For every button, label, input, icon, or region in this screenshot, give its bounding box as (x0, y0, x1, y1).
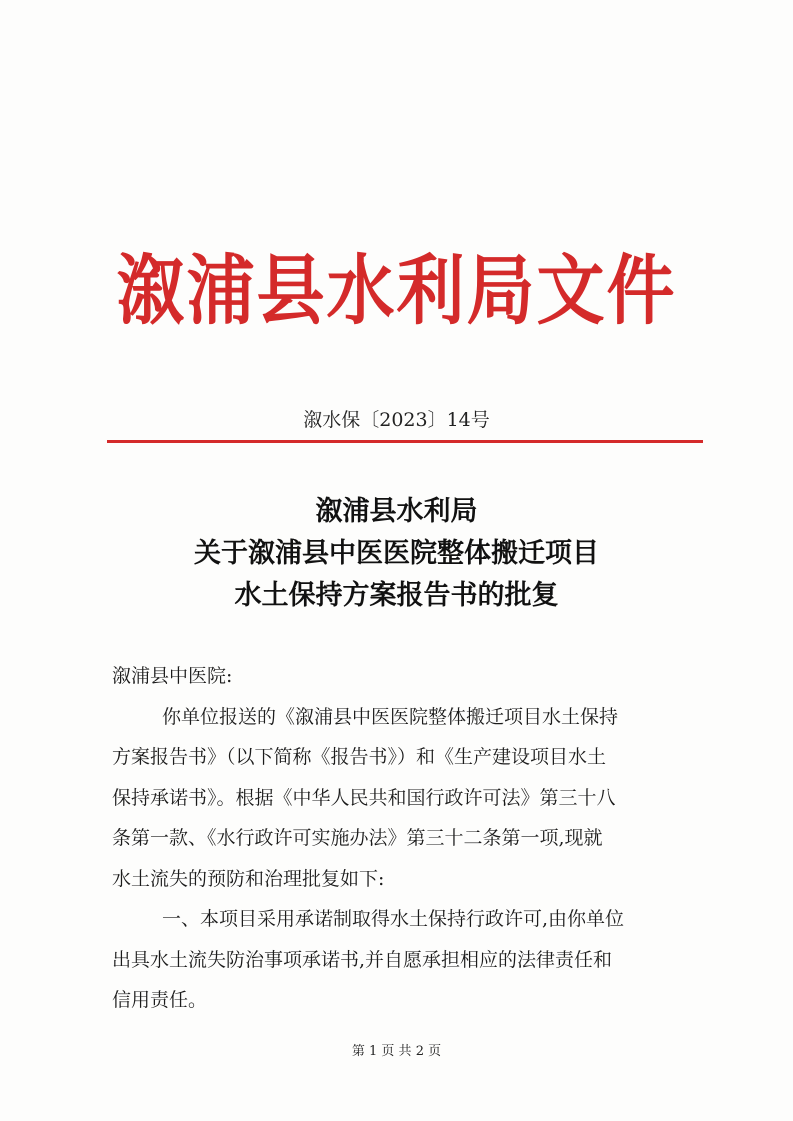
page-footer: 第 1 页 共 2 页 (351, 1044, 442, 1059)
red-divider-line (107, 440, 703, 443)
issuer-header-title: 溆浦县水利局文件 (116, 246, 677, 336)
title-line-3: 水土保持方案报告书的批复 (234, 580, 559, 611)
document-number: 溆水保〔2023〕14号 (303, 409, 490, 431)
document-body (112, 656, 702, 1021)
body-line-7: 出具水土流失防治事项承诺书,并自愿承担相应的法律责任和 (112, 948, 613, 971)
document-title (0, 491, 793, 617)
body-line-6: 一、本项目采用承诺制取得水土保持行政许可,由你单位 (162, 908, 625, 930)
body-line-2: 方案报告书》（以下简称《报告书》）和《生产建设项目水土 (112, 746, 607, 768)
body-line-1: 你单位报送的《溆浦县中医医院整体搬迁项目水土保持 (162, 705, 619, 728)
body-line-5: 水土流失的预防和治理批复如下: (112, 867, 385, 890)
body-line-8: 信用责任。 (112, 989, 208, 1011)
title-line-1: 溆浦县水利局 (315, 496, 478, 527)
title-line-2: 关于溆浦县中医医院整体搬迁项目 (194, 538, 599, 569)
body-line-3: 保持承诺书》。根据《中华人民共和国行政许可法》第三十八 (112, 786, 616, 809)
body-line-4: 条第一款、《水行政许可实施办法》第三十二条第一项,现就 (112, 827, 603, 849)
addressee: 溆浦县中医院: (112, 665, 233, 687)
